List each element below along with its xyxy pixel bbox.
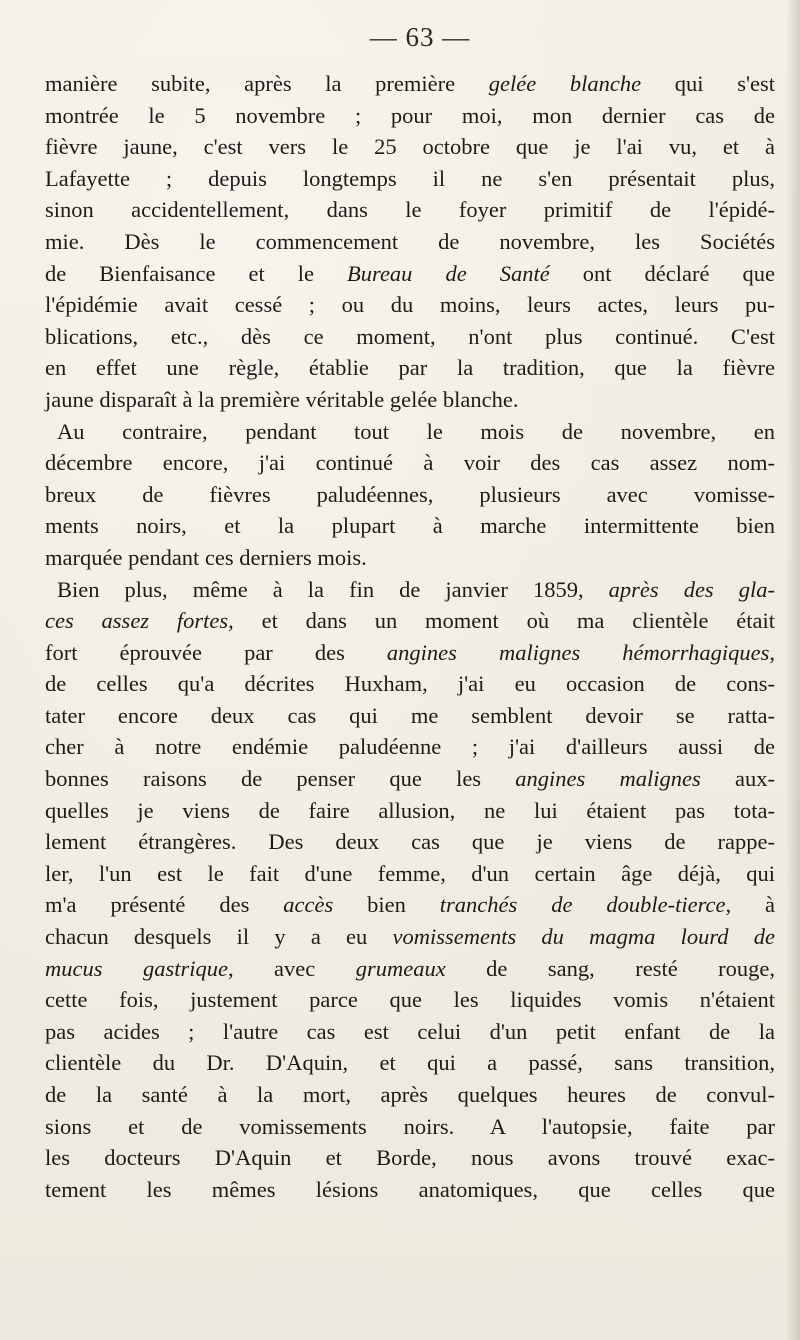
text-run: clientèle du Dr. D'Aquin, et qui a passé, sans transition, bbox=[45, 1050, 775, 1076]
text-line bbox=[45, 479, 775, 511]
text-run: sinon accidentellement, dans le foyer primitif de l'épidé- bbox=[45, 197, 775, 223]
text-line bbox=[45, 605, 775, 637]
text-line-content bbox=[45, 1142, 775, 1174]
text-line bbox=[45, 921, 775, 953]
text-line-content bbox=[45, 921, 775, 953]
text-line bbox=[45, 953, 775, 985]
italic-text: Bureau de Santé bbox=[347, 260, 550, 286]
text-line-content bbox=[45, 289, 775, 321]
text-run: cher à notre endémie paludéenne ; j'ai d'ailleurs aussi de bbox=[45, 734, 775, 760]
text-line-content bbox=[45, 826, 775, 858]
text-run: cette fois, justement parce que les liquides vomis n'étaient bbox=[45, 987, 775, 1013]
text-line-content bbox=[45, 226, 775, 258]
text-run: montrée le 5 novembre ; pour moi, mon dernier cas de bbox=[45, 102, 775, 128]
text-line bbox=[45, 131, 775, 163]
text-line-content bbox=[45, 100, 775, 132]
text-line-content bbox=[45, 131, 775, 163]
text-line bbox=[45, 826, 775, 858]
text-run: qui s'est bbox=[641, 71, 775, 96]
text-line bbox=[45, 1111, 775, 1143]
text-run: de la santé à la mort, après quelques heures de convul- bbox=[45, 1082, 775, 1107]
text-run: tement les mêmes lésions anatomiques, que celles que bbox=[45, 1176, 775, 1202]
text-run: manière subite, après la première bbox=[45, 71, 489, 96]
text-run: de celles qu'a décrites Huxham, j'ai eu occasion de cons- bbox=[45, 671, 775, 697]
text-line bbox=[45, 384, 775, 416]
text-run: ler, l'un est le fait d'une femme, d'un certain âge déjà, qui bbox=[45, 860, 775, 886]
italic-text: angines malignes hémorrhagiques bbox=[386, 639, 770, 665]
text-line-content bbox=[45, 1079, 775, 1111]
text-run: chacun desquels il y a eu bbox=[45, 924, 393, 950]
text-line-content bbox=[45, 668, 775, 700]
text-run: jaune disparaît à la première véritable gelée blanche. bbox=[45, 386, 519, 412]
italic-text: après des gla- bbox=[608, 576, 775, 602]
text-run: Au contraire, pendant tout le mois de novembre, en bbox=[57, 418, 775, 444]
text-line-content bbox=[45, 510, 775, 542]
text-line-content bbox=[45, 889, 775, 921]
text-line bbox=[45, 700, 775, 732]
text-line bbox=[45, 637, 775, 669]
text-line bbox=[45, 795, 775, 827]
text-line bbox=[45, 731, 775, 763]
text-run: Bien plus, même à la fin de janvier 1859, bbox=[57, 576, 609, 602]
text-run: ont déclaré que bbox=[549, 260, 775, 286]
text-line bbox=[45, 226, 775, 258]
text-run: m'a présenté des bbox=[45, 892, 284, 918]
text-line bbox=[45, 763, 775, 795]
text-line bbox=[45, 416, 775, 448]
text-line-content bbox=[45, 763, 775, 795]
text-run: bien bbox=[333, 892, 440, 918]
text-line bbox=[45, 100, 775, 132]
text-line bbox=[45, 858, 775, 890]
text-line-content bbox=[45, 1111, 775, 1143]
text-line-content bbox=[45, 574, 775, 606]
text-run: les docteurs D'Aquin et Borde, nous avons trouvé exac- bbox=[45, 1145, 775, 1171]
text-line bbox=[45, 258, 775, 290]
text-run: quelles je viens de faire allusion, ne lui étaient pas tota- bbox=[45, 797, 775, 823]
text-line bbox=[45, 1174, 775, 1206]
text-line-content bbox=[45, 321, 775, 353]
text-line bbox=[45, 542, 775, 574]
text-line-content bbox=[45, 68, 775, 100]
text-run: fort éprouvée par des bbox=[45, 639, 387, 665]
text-run: aux- bbox=[700, 766, 775, 792]
text-run: , avec bbox=[227, 955, 356, 981]
text-run: lement étrangères. Des deux cas que je viens de rappe- bbox=[45, 829, 775, 855]
italic-text: gelée blanche bbox=[488, 71, 642, 96]
italic-text: grumeaux bbox=[355, 955, 446, 981]
text-line bbox=[45, 668, 775, 700]
text-line bbox=[45, 447, 775, 479]
text-line-content bbox=[45, 447, 775, 479]
italic-text: vomissements du magma lourd de bbox=[392, 924, 775, 950]
italic-text: angines malignes bbox=[515, 766, 701, 792]
text-line-content bbox=[45, 258, 775, 290]
text-run: bonnes raisons de penser que les bbox=[45, 766, 516, 792]
text-line-content bbox=[45, 731, 775, 763]
text-line-content bbox=[45, 479, 775, 511]
text-line-content bbox=[45, 858, 775, 890]
text-run: breux de fièvres paludéennes, plusieurs avec vomisse- bbox=[45, 481, 775, 507]
text-line-content bbox=[45, 984, 775, 1016]
text-run: l'épidémie avait cessé ; ou du moins, leurs actes, leurs pu- bbox=[45, 292, 775, 318]
text-line bbox=[45, 1047, 775, 1079]
text-line-content bbox=[45, 605, 775, 637]
text-run: , à bbox=[725, 892, 775, 918]
text-run: blications, etc., dès ce moment, n'ont plus continué. C'est bbox=[45, 323, 775, 349]
text-line-content bbox=[45, 542, 775, 574]
text-line-content bbox=[45, 163, 775, 195]
body-text bbox=[45, 68, 775, 1205]
text-line-content bbox=[45, 953, 775, 985]
text-line-content bbox=[45, 795, 775, 827]
text-run: ments noirs, et la plupart à marche intermittente bien bbox=[45, 513, 775, 539]
text-run: pas acides ; l'autre cas est celui d'un petit enfant de la bbox=[45, 1018, 775, 1044]
text-run: , bbox=[769, 639, 775, 665]
text-line bbox=[45, 984, 775, 1016]
text-run: fièvre jaune, c'est vers le 25 octobre que je l'ai vu, et à bbox=[45, 134, 775, 160]
italic-text: mucus gastrique bbox=[45, 955, 228, 981]
text-line-content bbox=[45, 1016, 775, 1048]
italic-text: tranchés de double-tierce bbox=[439, 892, 726, 918]
text-run: sions et de vomissements noirs. A l'autopsie, faite par bbox=[45, 1113, 775, 1139]
text-run: en effet une règle, établie par la tradition, que la fièvre bbox=[45, 355, 775, 381]
text-run: marquée pendant ces derniers mois. bbox=[45, 544, 367, 570]
text-line bbox=[45, 1016, 775, 1048]
italic-text: accès bbox=[283, 892, 334, 918]
text-line bbox=[45, 194, 775, 226]
text-line bbox=[45, 352, 775, 384]
text-run: de Bienfaisance et le bbox=[45, 260, 348, 286]
text-run: décembre encore, j'ai continué à voir des cas assez nom- bbox=[45, 450, 775, 476]
text-run: Lafayette ; depuis longtemps il ne s'en présentait plus, bbox=[45, 165, 775, 191]
text-line-content bbox=[45, 416, 775, 448]
text-run: , et dans un moment où ma clientèle était bbox=[228, 608, 775, 634]
text-line bbox=[45, 889, 775, 921]
text-line bbox=[45, 1142, 775, 1174]
text-line-content bbox=[45, 352, 775, 384]
text-line-content bbox=[45, 1174, 775, 1206]
text-line bbox=[45, 163, 775, 195]
text-run: tater encore deux cas qui me semblent devoir se ratta- bbox=[45, 702, 775, 728]
text-line-content bbox=[45, 194, 775, 226]
text-line bbox=[45, 1079, 775, 1111]
page-edge-shadow bbox=[786, 0, 800, 1340]
text-line-content bbox=[45, 700, 775, 732]
text-line-content bbox=[45, 1047, 775, 1079]
text-line bbox=[45, 321, 775, 353]
text-line bbox=[45, 574, 775, 606]
page-number: — 63 — bbox=[369, 22, 471, 52]
text-line bbox=[45, 510, 775, 542]
text-line-content bbox=[45, 384, 775, 416]
text-run: de sang, resté rouge, bbox=[445, 955, 775, 981]
text-run: mie. Dès le commencement de novembre, les Sociétés bbox=[45, 228, 775, 254]
text-line bbox=[45, 68, 775, 100]
text-line-content bbox=[45, 637, 775, 669]
italic-text: ces assez fortes bbox=[45, 608, 229, 634]
text-line bbox=[45, 289, 775, 321]
